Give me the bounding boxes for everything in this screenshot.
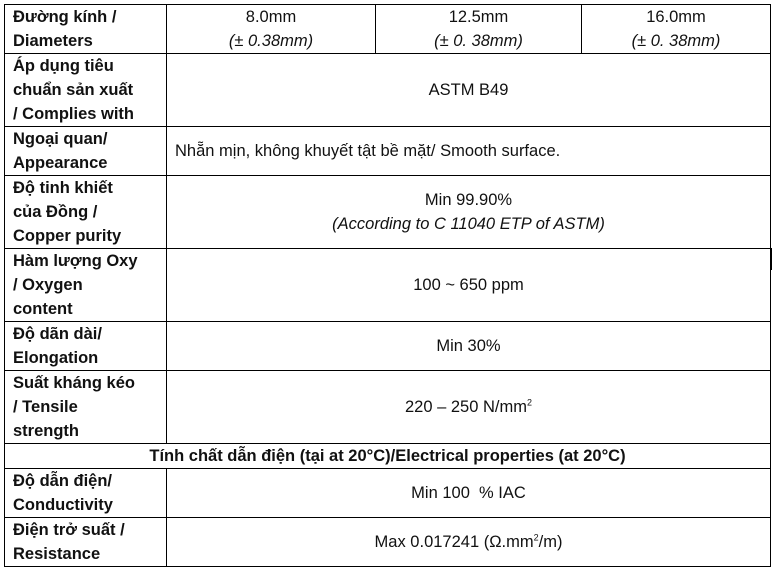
resistance-row [5, 518, 771, 567]
diameter-label: Đường kính / Diameters [5, 5, 167, 54]
diameter-16mm: 16.0mm (± 0. 38mm) [582, 5, 771, 54]
electrical-section-title: Tính chất dẫn điện (tại at 20°C)/Electrical properties (at 20°C) [5, 444, 771, 469]
specification-table [4, 4, 771, 567]
resistance-label: Điện trở suất / Resistance [5, 518, 167, 567]
conductivity-label: Độ dẫn điện/ Conductivity [5, 469, 167, 518]
tensile-value: 220 – 250 $N/mm^2$ [167, 371, 771, 444]
elongation-row [5, 322, 771, 371]
elongation-value: Min 30% [167, 322, 771, 371]
appearance-label: Ngoại quan/ Appearance [5, 127, 167, 176]
conductivity-row [5, 469, 771, 518]
standard-row [5, 54, 771, 127]
tensile-row [5, 371, 771, 444]
tensile-label: Suất kháng kéo / Tensile strength [5, 371, 167, 444]
appearance-value: Nhẵn mịn, không khuyết tật bề mặt/ Smooth surface. [167, 127, 771, 176]
standard-value: ASTM B49 [167, 54, 771, 127]
purity-row [5, 176, 771, 249]
resistance-value: Max 0.017241 $(\Omega.mm^2/m)$ [167, 518, 771, 567]
oxygen-value: 100 ~ 650 ppm [167, 249, 771, 322]
standard-label: Áp dụng tiêu chuẩn sản xuất / Complies with [5, 54, 167, 127]
purity-value: Min 99.90% (According to C 11040 ETP of ASTM) [167, 176, 771, 249]
elongation-label: Độ dãn dài/ Elongation [5, 322, 167, 371]
appearance-row [5, 127, 771, 176]
diameter-12-5mm: 12.5mm (± 0. 38mm) [376, 5, 582, 54]
purity-label: Độ tinh khiết của Đồng / Copper purity [5, 176, 167, 249]
section-row [5, 444, 771, 469]
diameter-row [5, 5, 771, 54]
text-cursor-mark [771, 248, 772, 270]
diameter-8mm: 8.0mm (± 0.38mm) [167, 5, 376, 54]
oxygen-label: Hàm lượng Oxy / Oxygen content [5, 249, 167, 322]
conductivity-value: Min 100 % IAC [167, 469, 771, 518]
oxygen-row [5, 249, 771, 322]
